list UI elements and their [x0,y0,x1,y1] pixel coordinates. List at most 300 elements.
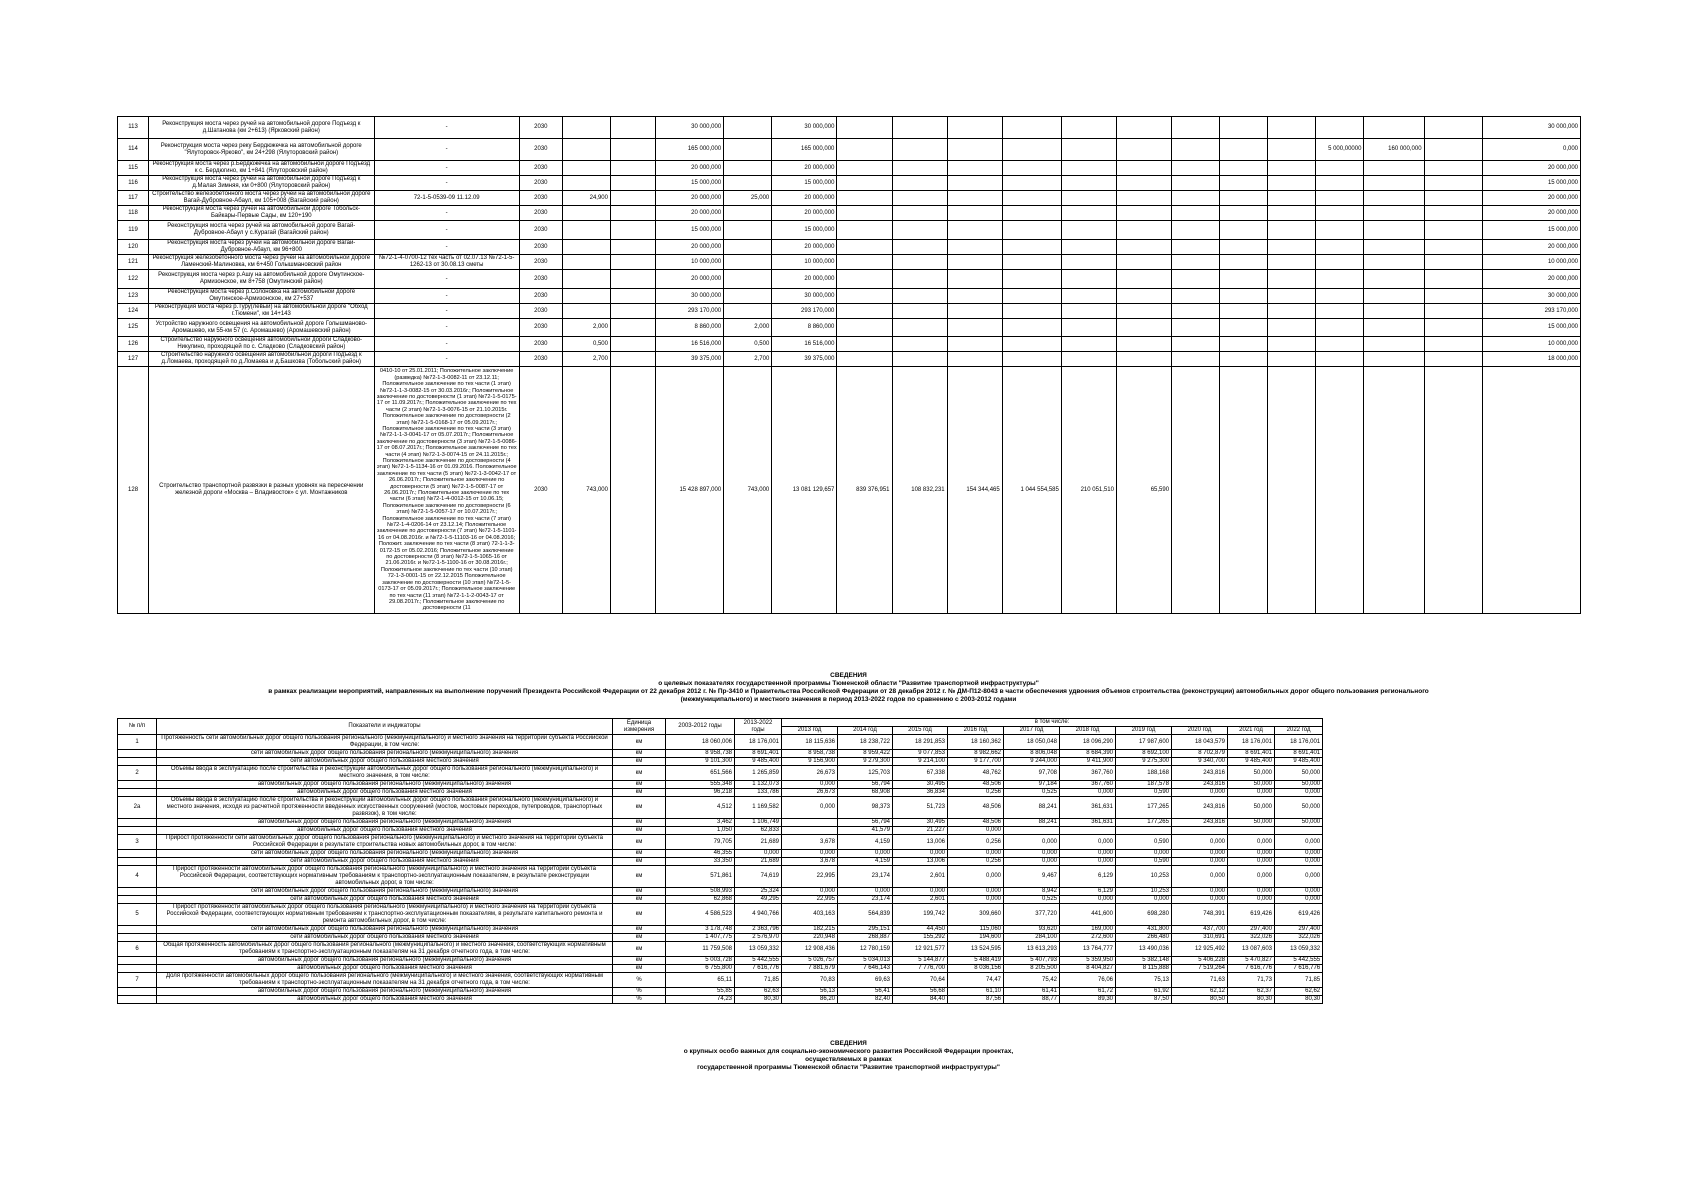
indicator-value: 62,12 [1172,988,1228,996]
indicator-value: 0,000 [1275,866,1323,888]
capacity-period: 743,000 [724,367,772,614]
remaining-cost: 20 000,000 [1482,191,1580,206]
indicator-value: 284,100 [1004,934,1060,942]
remaining-cost: 10 000,000 [1482,255,1580,270]
indicator-value: 5 407,793 [1004,957,1060,965]
year-value [837,337,892,352]
header-unit: Единица измерения [613,719,666,735]
empty-cell [1424,139,1482,161]
year-value [1002,337,1061,352]
year-value [1364,176,1424,191]
indicator-value: 67,338 [893,766,948,781]
empty-cell [610,270,655,289]
year-value: 108 832,231 [892,367,947,614]
year-value [1061,139,1116,161]
indicator-value: 79,705 [666,835,735,850]
empty-cell [1424,240,1482,255]
indicator-unit: % [613,988,666,996]
year-value [1002,221,1061,240]
indicator-value: 97,184 [1004,781,1060,789]
indicator-number [118,996,157,1004]
year-value [1220,206,1268,221]
row-number: 119 [118,221,149,240]
year-value [1061,289,1116,304]
year-value [1116,289,1171,304]
indicator-value: 115,060 [948,926,1004,934]
indicator-number [118,789,157,797]
year-value [1316,176,1364,191]
header-year: 2014 год [838,727,893,735]
capacity [562,221,610,240]
project-document: - [374,319,519,337]
indicator-value: 61,10 [948,988,1004,996]
indicator-unit: км [613,789,666,797]
indicator-value: 4,159 [838,835,893,850]
indicator-value [1228,827,1275,835]
indicator-value: 3 178,748 [666,926,735,934]
indicator-value: 8 702,879 [1172,750,1228,758]
table-row [118,965,1323,973]
year-value [1364,117,1424,139]
projects-heading-program: государственной программы Тюменской области "Развитие транспортной инфраструктуры" [697,1064,1000,1071]
table-row [118,758,1323,766]
project-document: - [374,206,519,221]
indicators-table-header [118,719,1323,735]
indicator-value: 2,601 [893,866,948,888]
year-value [892,304,947,319]
year-value [1316,255,1364,270]
indicator-value: 18 160,362 [948,735,1004,750]
indicator-value: 220,948 [782,934,838,942]
table-row [118,957,1323,965]
project-document: - [374,176,519,191]
indicator-number: 1 [118,735,157,750]
indicator-value: 86,20 [782,996,838,1004]
capacity-period [724,255,772,270]
indicator-value: 82,40 [838,996,893,1004]
indicator-value: 1 132,073 [735,781,782,789]
row-number: 121 [118,255,149,270]
year-value [1061,161,1116,176]
year-value [837,304,892,319]
indicator-value: 0,000 [1172,789,1228,797]
table-row [118,240,1581,255]
indicator-value: 65,11 [666,973,735,988]
project-document: - [374,221,519,240]
indicator-value: 7 616,776 [1275,965,1323,973]
remaining-cost: 293 170,000 [1482,304,1580,319]
indicator-value: 266,480 [1116,934,1172,942]
header-year: 2021 год [1228,727,1275,735]
indicator-value: 0,000 [1228,896,1275,904]
indicator-value: 0,000 [948,850,1004,858]
year-value: 1 044 554,585 [1002,367,1061,614]
indicator-name: Прирост протяженности автомобильных дорог общего пользования регионального (межмуниципального) и местного значения на территории субъекта Российской Федерации, соответствующих нормативным требованиям к транспортно-эксплуатационным показателям, в результате капитального ремонта и ремонта автомобильных дорог, в том числе: [157,904,613,926]
capacity-period [724,176,772,191]
year-value [1116,139,1171,161]
empty-cell [1424,270,1482,289]
project-name: Реконструкция моста через р.Бердюжечка на автомобильной дороге Подъезд к с. Бердюгино, км 1+841 (Ялуторовский район) [149,161,374,176]
year-value [1220,270,1268,289]
indicator-value: 12 780,159 [838,942,893,957]
year-value [1061,319,1116,337]
indicator-value: 55,85 [666,988,735,996]
indicator-value: 87,50 [1116,996,1172,1004]
table-row [118,367,1581,614]
remaining-cost: 10 000,000 [1482,337,1580,352]
indicator-value: 9 177,700 [948,758,1004,766]
indicator-value: 0,000 [1228,858,1275,866]
table-row [118,352,1581,367]
year-value [1116,240,1171,255]
indicator-value: 0,256 [948,835,1004,850]
year-value [892,221,947,240]
project-name: Реконструкция моста через ручей на автомобильной дороге Подъезд к д.Шатанова (км 2+613) (Ярковский район) [149,117,374,139]
capacity: 24,900 [562,191,610,206]
indicator-value: 0,000 [735,850,782,858]
project-name: Реконструкция моста через ручей на автомобильной дороге Вагай-Дубровное-Абаул у с.Курагай (Вагайский район) [149,221,374,240]
header-period-2: 2013-2022 годы [735,719,782,735]
project-name: Реконструкция моста через ручей на автомобильной дороге Подъезд к д.Малая Зимняя, км 0+800 (Ялуторовский район) [149,176,374,191]
indicator-value: 5 003,728 [666,957,735,965]
project-document: - [374,139,519,161]
indicator-value: 322,026 [1228,934,1275,942]
empty-cell [1424,176,1482,191]
indicator-value: 26,673 [782,766,838,781]
indicator-name: Объемы ввода в эксплуатацию после строительства и реконструкции автомобильных дорог общего пользования регионального (межмуниципального) и местного значения, в том числе: [157,766,613,781]
table-row [118,337,1581,352]
indicator-number [118,926,157,934]
year-value [1002,161,1061,176]
indicator-value: 10,253 [1116,888,1172,896]
cost-period: 30 000,000 [772,117,837,139]
empty-cell [1424,221,1482,240]
empty-cell [610,191,655,206]
indicator-value: 8 958,738 [782,750,838,758]
indicator-value: 50,000 [1275,766,1323,781]
year-value [1268,255,1316,270]
remaining-cost [1482,367,1580,614]
estimated-cost: 165 000,000 [656,139,724,161]
indicator-value: 4 586,523 [666,904,735,926]
table-row [118,819,1323,827]
indicators-table [117,718,1323,1004]
year-value [1061,337,1116,352]
project-year: 2030 [519,240,562,255]
indicator-value [782,819,838,827]
year-value [892,191,947,206]
row-number: 128 [118,367,149,614]
indicator-value: 22,995 [782,896,838,904]
indicator-value: 80,30 [1228,996,1275,1004]
table-row [118,766,1323,781]
capacity [562,270,610,289]
table-row [118,319,1581,337]
indicator-value: 0,590 [1116,789,1172,797]
year-value [892,139,947,161]
cost-period: 165 000,000 [772,139,837,161]
project-year: 2030 [519,319,562,337]
indicator-number: 7 [118,973,157,988]
indicator-value: 10,253 [1116,866,1172,888]
indicator-name: автомобильных дорог общего пользования местного значения [157,789,613,797]
indicator-value: 46,355 [666,850,735,858]
targets-heading-scope: в рамках реализации мероприятий, направленных на выполнение поручений Президента Российской Федерации от 22 декабря 2012 г. № Пр-3410 и Правительства Российской Федерации от 28 декабря 2012 г. № ДМ-П12-8043 в части обеспечения удвоения объемов строительства (реконструкции) автомобильных дорог общего пользования регионального [268,688,1429,695]
project-year: 2030 [519,176,562,191]
year-value [892,319,947,337]
indicator-number: 5 [118,904,157,926]
row-number: 117 [118,191,149,206]
indicator-value: 403,163 [782,904,838,926]
year-value [947,304,1002,319]
empty-cell [610,352,655,367]
capacity-period [724,139,772,161]
indicator-value: 4 940,766 [735,904,782,926]
indicator-unit: км [613,965,666,973]
indicator-value: 7 776,700 [893,965,948,973]
indicator-value: 199,742 [893,904,948,926]
indicator-value: 5 406,228 [1172,957,1228,965]
indicator-number [118,896,157,904]
estimated-cost: 15 000,000 [656,176,724,191]
indicator-value: 8 692,100 [1116,750,1172,758]
year-value [947,139,1002,161]
year-value [1220,319,1268,337]
indicator-value: 13 524,595 [948,942,1004,957]
indicator-number: 6 [118,942,157,957]
year-value [892,117,947,139]
year-value [1268,161,1316,176]
indicator-value: 6,129 [1060,888,1116,896]
indicator-value: 50,000 [1275,781,1323,789]
row-number: 126 [118,337,149,352]
indicator-name: автомобильных дорог общего пользования местного значения [157,965,613,973]
indicator-value: 8 036,156 [948,965,1004,973]
year-value [1116,255,1171,270]
remaining-cost: 20 000,000 [1482,161,1580,176]
indicator-number: 2a [118,797,157,819]
year-value [892,176,947,191]
indicator-value: 30,495 [893,819,948,827]
capacity: 2,000 [562,319,610,337]
table-row [118,942,1323,957]
row-number: 125 [118,319,149,337]
year-value [1002,352,1061,367]
indicator-number [118,819,157,827]
capacity-period [724,161,772,176]
indicator-value: 0,000 [782,888,838,896]
indicator-unit: км [613,858,666,866]
year-value [892,161,947,176]
capacity-period [724,206,772,221]
year-value: 839 376,951 [837,367,892,614]
estimated-cost: 30 000,000 [656,117,724,139]
indicator-value: 8 404,827 [1060,965,1116,973]
indicator-value: 80,30 [1275,996,1323,1004]
indicator-value: 437,700 [1172,926,1228,934]
indicator-value: 0,000 [1172,858,1228,866]
indicator-value: 51,723 [893,797,948,819]
capacity-period [724,117,772,139]
year-value [1364,352,1424,367]
indicator-value: 4,512 [666,797,735,819]
project-year: 2030 [519,255,562,270]
year-value [1268,304,1316,319]
indicator-value: 96,218 [666,789,735,797]
year-value [1364,367,1424,614]
cost-period: 10 000,000 [772,255,837,270]
header-num: № п/п [118,719,157,735]
indicator-value: 9,467 [1004,866,1060,888]
year-value [1364,289,1424,304]
year-value [947,240,1002,255]
indicator-value: 61,92 [1116,988,1172,996]
year-value [1268,337,1316,352]
indicator-value: 18 176,001 [1228,735,1275,750]
indicator-value: 61,41 [1004,988,1060,996]
indicator-value: 169,000 [1060,926,1116,934]
indicator-value: 0,000 [1172,888,1228,896]
indicator-value: 21,227 [893,827,948,835]
indicator-unit: км [613,835,666,850]
indicator-value [782,827,838,835]
indicator-value: 0,000 [1228,789,1275,797]
table-row [118,206,1581,221]
indicator-value: 50,000 [1275,819,1323,827]
indicator-name: Протяженность сети автомобильных дорог общего пользования регионального (межмуниципального) и местного значения на территории субъекта Российской Федерации, в том числе: [157,735,613,750]
year-value [1220,191,1268,206]
indicator-value: 18 096,290 [1060,735,1116,750]
year-value [1002,304,1061,319]
row-number: 114 [118,139,149,161]
project-year: 2030 [519,367,562,614]
year-value [1220,289,1268,304]
capacity [562,304,610,319]
year-value [837,289,892,304]
indicator-value: 177,265 [1116,797,1172,819]
project-year: 2030 [519,337,562,352]
year-value [837,352,892,367]
indicator-value: 268,887 [838,934,893,942]
indicator-value: 2,601 [893,896,948,904]
indicator-value: 18 043,579 [1172,735,1228,750]
year-value [837,319,892,337]
table-row [118,781,1323,789]
indicator-number [118,827,157,835]
indicator-value: 7 881,679 [782,965,838,973]
year-value [1002,319,1061,337]
remaining-cost: 15 000,000 [1482,319,1580,337]
projects-heading [0,1040,1697,1072]
row-number: 118 [118,206,149,221]
project-name: Строительство наружного освещения автомобильной дороги Подъезд к д.Ломаева, проходящей по д.Ломаева и д.Башкова (Тобольский район) [149,352,374,367]
indicator-value: 1 265,859 [735,766,782,781]
year-value [1172,206,1220,221]
indicator-value: 361,631 [1060,797,1116,819]
year-value: 5 000,00000 [1316,139,1364,161]
year-value [1268,319,1316,337]
indicator-value: 50,000 [1228,797,1275,819]
indicator-name: автомобильных дорог общего пользования регионального (межмуниципального) значения [157,957,613,965]
indicator-value: 26,673 [782,789,838,797]
indicator-value: 9 411,900 [1060,758,1116,766]
indicator-value: 0,000 [1275,896,1323,904]
indicator-value: 297,400 [1228,926,1275,934]
indicator-value: 295,151 [838,926,893,934]
empty-cell [610,176,655,191]
indicator-number: 2 [118,766,157,781]
year-value [1172,176,1220,191]
project-document: - [374,161,519,176]
indicator-value: 9 077,853 [893,750,948,758]
indicator-name: сети автомобильных дорог общего пользования местного значения [157,858,613,866]
indicator-value: 62,37 [1228,988,1275,996]
estimated-cost: 20 000,000 [656,191,724,206]
targets-heading-title: СВЕДЕНИЯ [830,672,867,679]
indicator-value: 309,660 [948,904,1004,926]
year-value [1316,117,1364,139]
indicator-name: сети автомобильных дорог общего пользования регионального (межмуниципального) значения [157,926,613,934]
indicator-value: 508,993 [666,888,735,896]
project-year: 2030 [519,117,562,139]
indicator-unit: км [613,896,666,904]
indicator-value: 48,506 [948,819,1004,827]
indicator-name: Прирост протяженности автомобильных дорог общего пользования регионального (межмуниципального) и местного значения на территории субъекта Российской Федерации, соответствующих нормативным требованиям к транспортно-эксплуатационным показателям, в результате реконструкции автомобильных дорог, в том числе: [157,866,613,888]
indicator-value: 13 059,332 [1275,942,1323,957]
indicator-name: Общая протяженность автомобильных дорог общего пользования регионального (межмуниципального) и местного значения, соответствующих нормативным требованиям к транспортно-эксплуатационным показателям на 31 декабря отчетного года, в том числе: [157,942,613,957]
project-year: 2030 [519,161,562,176]
year-value [1116,117,1171,139]
year-value [1364,161,1424,176]
table-row [118,926,1323,934]
year-value [1116,206,1171,221]
indicator-value: 3,678 [782,858,838,866]
empty-cell [1424,352,1482,367]
indicator-value: 0,000 [1275,850,1323,858]
projects-heading-title: СВЕДЕНИЯ [830,1040,867,1047]
empty-cell [610,206,655,221]
year-value: 154 344,465 [947,367,1002,614]
indicator-value: 7 616,776 [1228,965,1275,973]
table-row [118,996,1323,1004]
year-value [1002,206,1061,221]
indicator-value: 5 382,148 [1116,957,1172,965]
indicator-number [118,758,157,766]
empty-cell [610,221,655,240]
year-value [837,117,892,139]
empty-cell [610,161,655,176]
project-document: - [374,117,519,139]
table-row [118,934,1323,942]
year-value [1220,176,1268,191]
indicator-number: 3 [118,835,157,850]
project-year: 2030 [519,270,562,289]
year-value [837,240,892,255]
year-value [947,206,1002,221]
year-value [1316,367,1364,614]
table-row [118,161,1581,176]
project-year: 2030 [519,304,562,319]
indicator-value: 0,000 [1060,858,1116,866]
indicator-value: 75,42 [1004,973,1060,988]
table-row [118,191,1581,206]
header-year: 2018 год [1060,727,1116,735]
year-value [837,206,892,221]
indicator-value: 13 764,777 [1060,942,1116,957]
year-value [1220,139,1268,161]
row-number: 123 [118,289,149,304]
indicator-value: 9 279,300 [838,758,893,766]
